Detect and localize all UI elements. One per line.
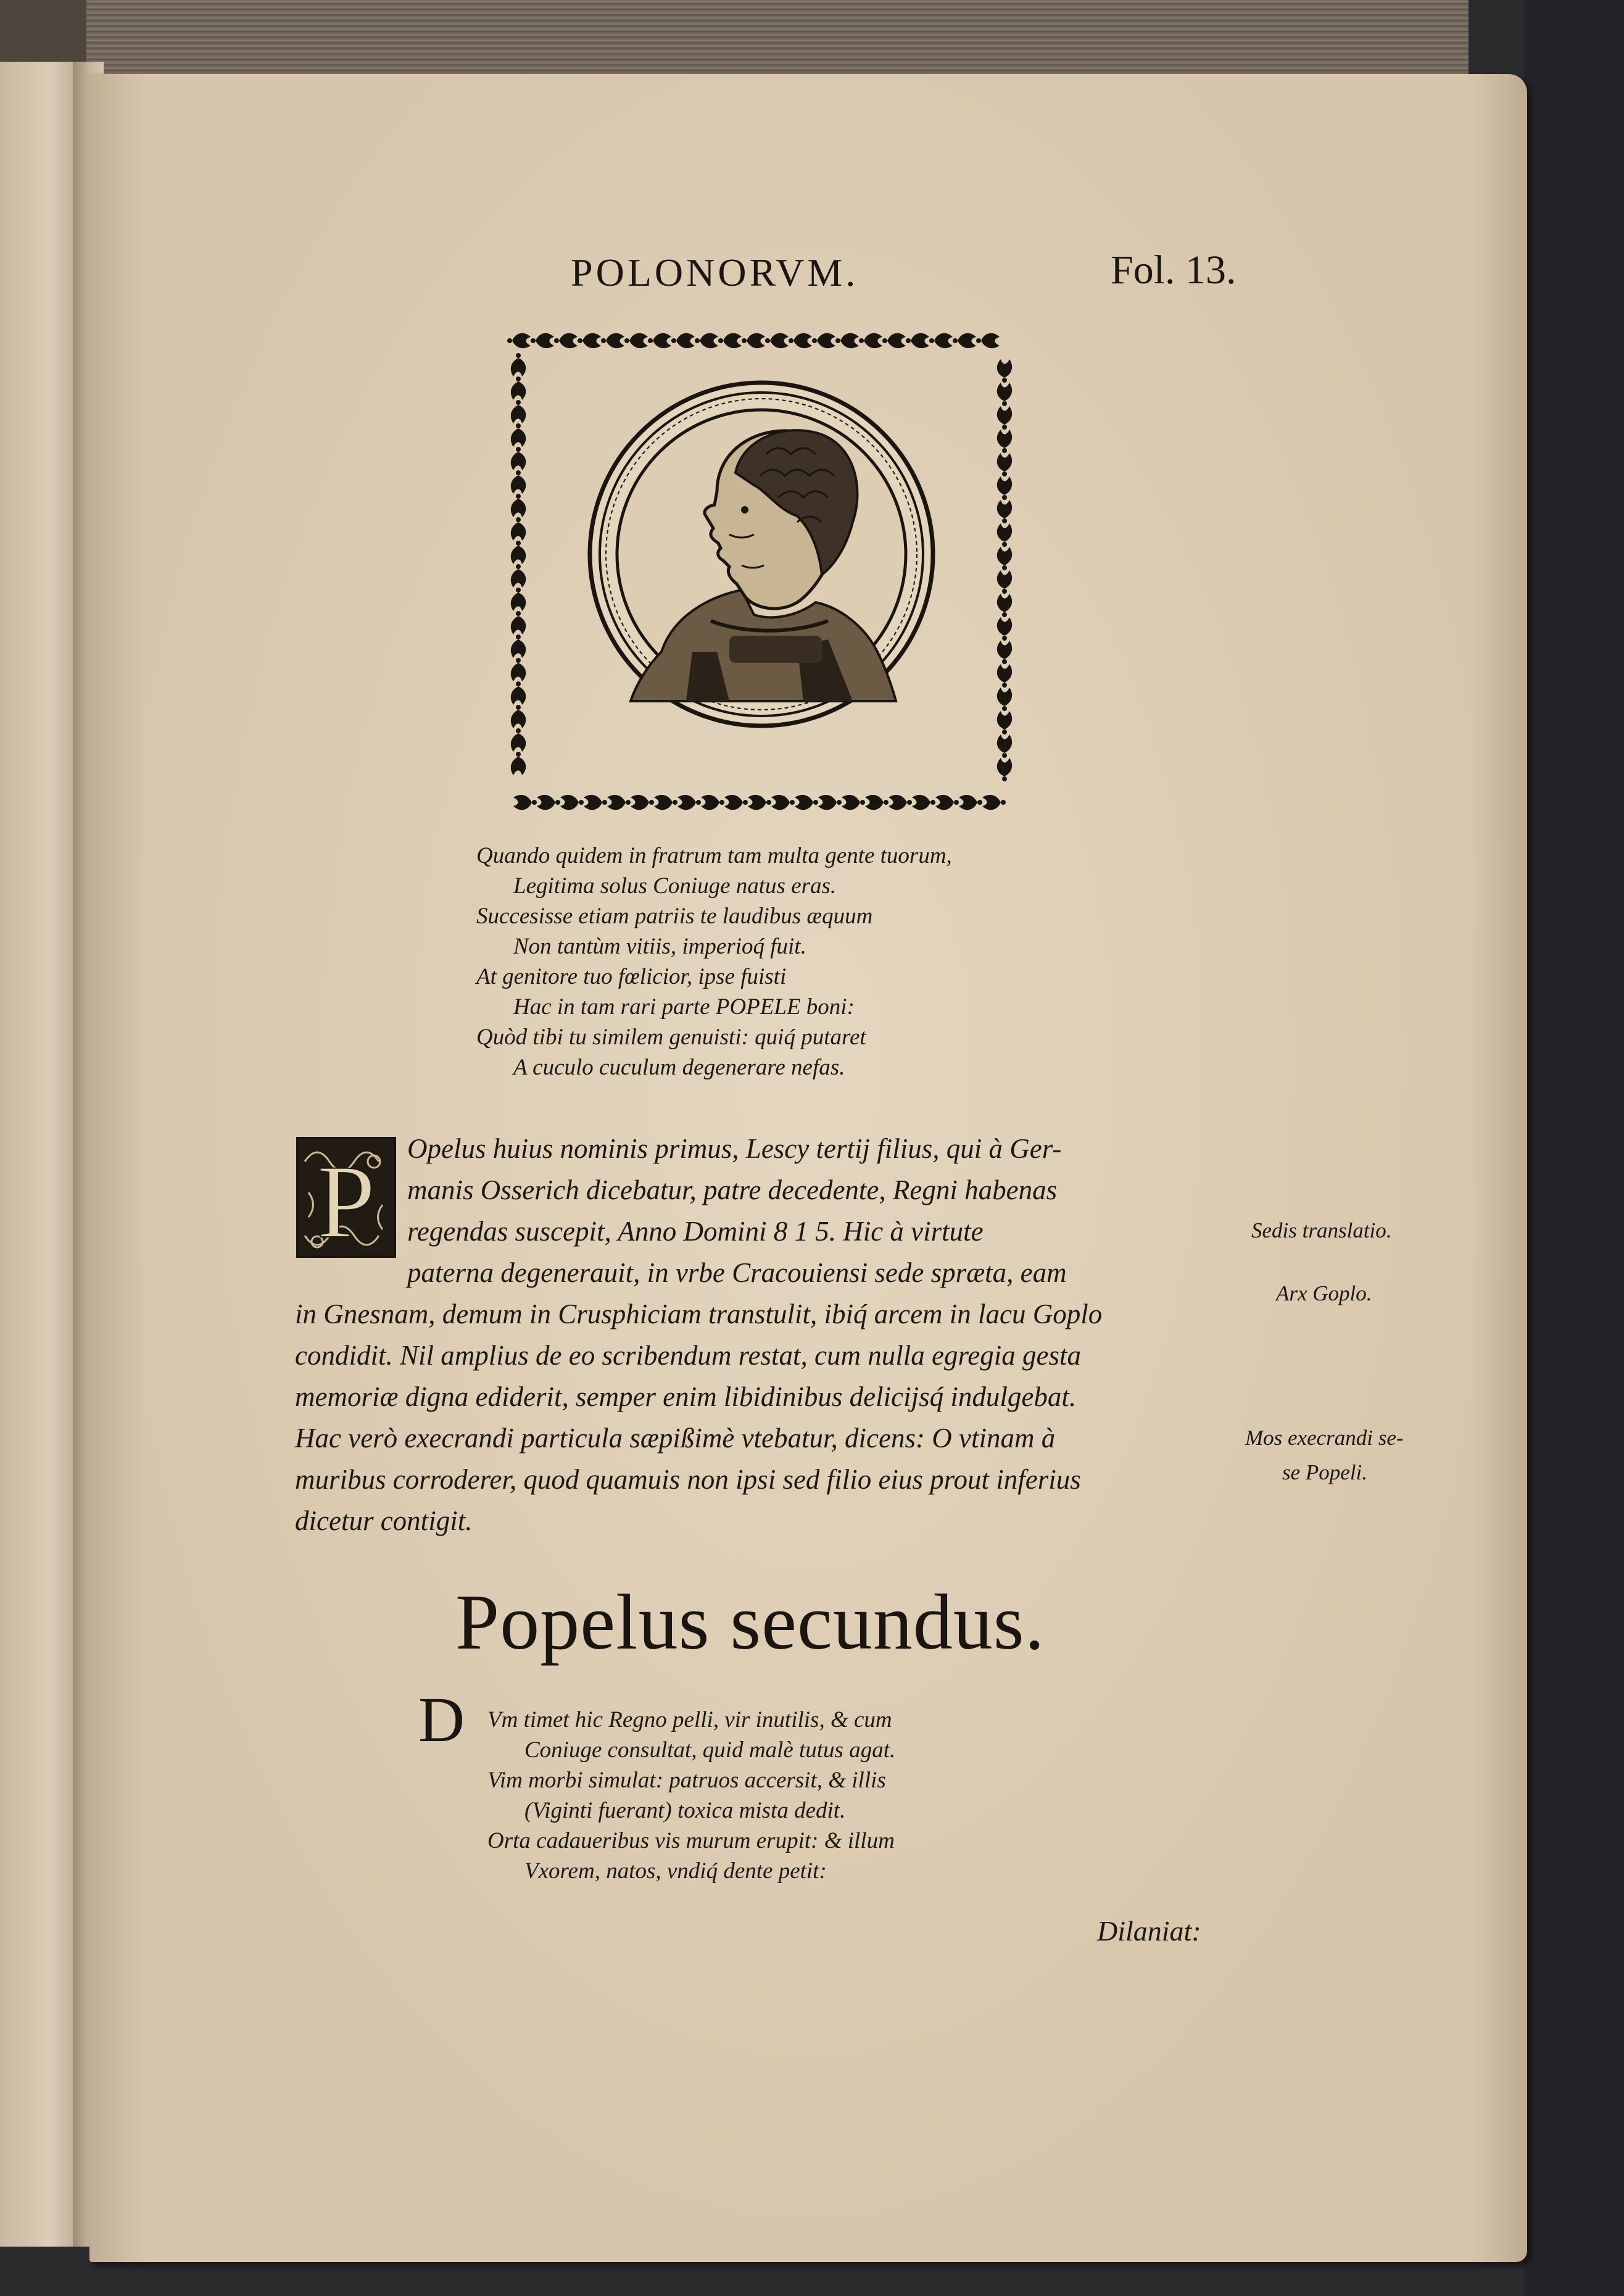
border-leaf (997, 570, 1012, 594)
verse-line: Vim morbi simulat: patruos accersit, & illis (487, 1768, 886, 1793)
border-leaf (511, 447, 526, 470)
border-leaf (842, 795, 865, 810)
border-leaf (578, 333, 601, 348)
border-leaf (742, 333, 765, 348)
border-leaf (695, 333, 718, 348)
folio-number: Fol. 13. (1111, 247, 1237, 293)
border-leaf (959, 795, 982, 810)
border-leaf (953, 333, 976, 348)
border-leaf (818, 795, 842, 810)
border-leaf (654, 795, 677, 810)
prose-line: memoriæ digna ediderit, semper enim libidinibus delicijsq́ indulgebat. (295, 1381, 1077, 1412)
border-leaf (511, 588, 526, 611)
border-leaf (511, 752, 526, 775)
border-leaf (889, 795, 912, 810)
border-leaf (997, 406, 1012, 430)
border-leaf (812, 333, 835, 348)
border-leaf (511, 658, 526, 681)
border-leaf (511, 541, 526, 564)
border-leaf (511, 705, 526, 728)
dark-background (1524, 0, 1624, 2296)
section-heading: Popelus secundus. (455, 1578, 1045, 1666)
border-leaf (997, 547, 1012, 570)
border-leaf (511, 517, 526, 541)
decorated-initial (296, 1137, 396, 1258)
border-leaf (789, 333, 812, 348)
border-leaf (771, 795, 795, 810)
prose-line: manis Osserich dicebatur, patre decedente, Regni habenas (407, 1175, 1058, 1205)
border-leaf (511, 634, 526, 658)
border-leaf (677, 795, 701, 810)
verse-line: Orta cadaueribus vis murum erupit: & illum (487, 1828, 895, 1853)
border-leaf (859, 333, 882, 348)
verse-line: Non tantùm vitiis, imperioq́ fuit. (513, 934, 806, 959)
verse-line: Succesisse etiam patriis te laudibus æquum (476, 904, 873, 929)
border-leaf (554, 333, 578, 348)
border-leaf (624, 333, 648, 348)
verse-line: Vm timet hic Regno pelli, vir inutilis, & cum (487, 1707, 892, 1732)
catchword: Dilaniat: (1097, 1915, 1201, 1947)
border-leaf (997, 476, 1012, 500)
verse-line: Quòd tibi tu similem genuisti: quiq́ putaret (476, 1025, 866, 1050)
border-leaf (671, 333, 695, 348)
border-leaf (511, 728, 526, 752)
border-leaf (584, 795, 607, 810)
verse-line: A cuculo cuculum degenerare nefas. (513, 1055, 845, 1080)
border-leaf (997, 453, 1012, 476)
prose-line: in Gnesnam, demum in Crusphiciam transtulit, ibiq́ arcem in lacu Goplo (295, 1299, 1103, 1329)
verse-line: Quando quidem in fratrum tam multa gente tuorum, (476, 843, 952, 868)
border-leaf (531, 333, 554, 348)
margin-note: se Popeli. (1282, 1460, 1368, 1484)
medallion-portrait (590, 383, 933, 726)
woodcut-portrait (507, 331, 1016, 812)
border-leaf (701, 795, 724, 810)
border-leaf (976, 333, 1000, 348)
border-leaf (513, 795, 537, 810)
border-leaf (511, 400, 526, 423)
verse-line: Hac in tam rari parte POPELE boni: (513, 994, 855, 1020)
border-leaf (865, 795, 889, 810)
margin-note: Mos execrandi se- (1245, 1426, 1404, 1450)
prose-line: Opelus huius nominis primus, Lescy tertij filius, qui à Ger- (407, 1133, 1062, 1164)
border-leaf (765, 333, 789, 348)
verse-line: Vxorem, natos, vndiq́ dente petit: (524, 1858, 827, 1884)
border-leaf (935, 795, 959, 810)
border-leaf (997, 711, 1012, 734)
border-leaf (511, 423, 526, 447)
border-leaf (906, 333, 929, 348)
border-leaf (511, 353, 526, 376)
border-leaf (997, 617, 1012, 641)
verse-line: At genitore tuo fœlicior, ipse fuisti (476, 964, 787, 989)
prose-line: condidit. Nil amplius de eo scribendum restat, cum nulla egregia gesta (295, 1340, 1082, 1371)
border-leaf (511, 611, 526, 634)
margin-note: Arx Goplo. (1276, 1281, 1372, 1305)
verse-block (487, 1705, 895, 1886)
border-leaf (835, 333, 859, 348)
epigram-verse (476, 841, 952, 1083)
border-leaf (997, 383, 1012, 406)
prose-line: regendas suscepit, Anno Domini 8 1 5. Hic à virtute (407, 1216, 984, 1247)
border-leaf (912, 795, 935, 810)
prose-line: paterna degenerauit, in vrbe Cracouiensi sede spræta, eam (407, 1257, 1067, 1288)
border-leaf (718, 333, 742, 348)
border-leaf (997, 734, 1012, 758)
prose-line: dicetur contigit. (295, 1505, 473, 1536)
border-leaf (997, 430, 1012, 453)
border-leaf (648, 333, 671, 348)
prose-line: muribus corroderer, quod quamuis non ipsi sed filio eius prout inferius (295, 1464, 1081, 1495)
border-leaf (795, 795, 818, 810)
border-leaf (631, 795, 654, 810)
border-leaf (560, 795, 584, 810)
border-leaf (511, 564, 526, 588)
border-leaf (997, 500, 1012, 523)
border-leaf (511, 376, 526, 400)
border-leaf (997, 641, 1012, 664)
border-leaf (997, 664, 1012, 688)
verse-initial: D (418, 1684, 465, 1755)
border-leaf (537, 795, 560, 810)
verse-line: (Viginti fuerant) toxica mista dedit. (524, 1798, 846, 1823)
border-leaf (724, 795, 748, 810)
prose-line: Hac verò execrandi particula sæpißimè vtebatur, dicens: O vtinam à (295, 1423, 1056, 1454)
running-head: POLONORVM. (571, 251, 859, 294)
border-leaf (982, 795, 1006, 810)
verse-line: Legitima solus Coniuge natus eras. (513, 873, 837, 899)
margin-note: Sedis translatio. (1251, 1218, 1392, 1242)
border-leaf (997, 758, 1012, 781)
border-leaf (882, 333, 906, 348)
border-leaf (601, 333, 624, 348)
drop-cap-letter: P (317, 1144, 376, 1258)
border-leaf (511, 681, 526, 705)
border-leaf (607, 795, 631, 810)
border-leaf (748, 795, 771, 810)
border-leaf (929, 333, 953, 348)
border-leaf (997, 523, 1012, 547)
border-leaf (511, 494, 526, 517)
border-leaf (997, 688, 1012, 711)
border-leaf (997, 359, 1012, 383)
border-leaf (511, 470, 526, 494)
border-leaf (997, 594, 1012, 617)
verse-line: Coniuge consultat, quid malè tutus agat. (524, 1737, 896, 1763)
border-leaf (507, 333, 531, 348)
